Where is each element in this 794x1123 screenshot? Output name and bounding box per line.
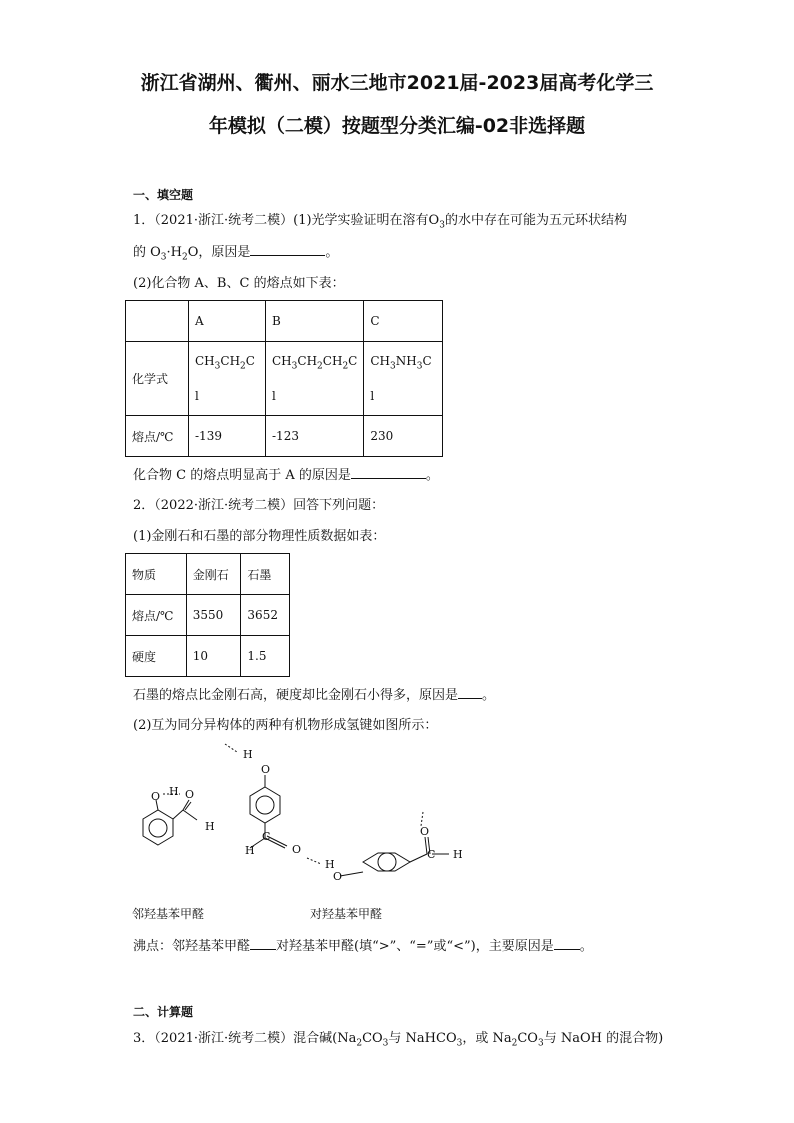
- formula-b: $CH_3CH_2CH_2C$ l: [266, 342, 364, 416]
- table-cell: 10: [186, 636, 241, 677]
- diamond-graphite-table: [125, 553, 290, 677]
- answer-blank[interactable]: [351, 466, 426, 479]
- question-2-boiling: 沸点：邻羟基苯甲醛 对羟基苯甲醛(填“>”、“=”或“<”)，主要原因是 。: [133, 939, 593, 954]
- question-2-intro: 2．（2022·浙江·统考二模）回答下列问题：: [133, 498, 385, 513]
- table-header: A: [189, 301, 266, 342]
- question-1-line-2: 的 $O_3\cdot H_2O$，原因是 。: [133, 245, 339, 263]
- formula-c: $CH_3NH_3C$ l: [364, 342, 443, 416]
- table-header: 石墨: [241, 554, 290, 595]
- caption-ortho: 邻羟基苯甲醛: [132, 907, 205, 921]
- svg-text:O: O: [333, 870, 343, 883]
- svg-text:H: H: [169, 785, 179, 798]
- question-2-part-2: (2)互为同分异构体的两种有机物形成氢键如图所示：: [133, 718, 438, 733]
- answer-blank[interactable]: [554, 937, 580, 950]
- svg-text:C: C: [427, 848, 436, 861]
- table-cell: [126, 301, 189, 342]
- question-2-after-table: 石墨的熔点比金刚石高，硬度却比金刚石小得多，原因是 。: [133, 688, 496, 703]
- document-title-line-2: 年模拟（二模）按题型分类汇编-02非选择题: [208, 115, 586, 137]
- question-2-part-1: (1)金刚石和石墨的部分物理性质数据如表：: [133, 529, 386, 544]
- document-title-line-1: 浙江省湖州、衢州、丽水三地市2021届-2023届高考化学三: [140, 72, 654, 94]
- atom-labels: [151, 748, 463, 883]
- table-header: C: [364, 301, 443, 342]
- svg-text:O: O: [420, 825, 430, 838]
- svg-text:O: O: [261, 763, 271, 776]
- answer-blank[interactable]: [250, 937, 276, 950]
- table-row-label: 熔点/℃: [126, 416, 189, 457]
- svg-text:H: H: [325, 858, 335, 871]
- table-row-label: 硬度: [126, 636, 187, 677]
- svg-text:H: H: [243, 748, 253, 761]
- svg-text:H: H: [205, 820, 215, 833]
- table-cell: -123: [266, 416, 364, 457]
- caption-para: 对羟基苯甲醛: [310, 907, 383, 921]
- table-header: 金刚石: [186, 554, 241, 595]
- svg-text:C: C: [262, 830, 271, 843]
- table-cell: 3550: [186, 595, 241, 636]
- table-row-label: 化学式: [126, 342, 189, 416]
- question-1-intro: 1．（2021·浙江·统考二模）(1)光学实验证明在溶有$O_3$的水中存在可能为五元环状结构: [133, 213, 627, 231]
- svg-text:O: O: [185, 788, 195, 801]
- table-cell: 230: [364, 416, 443, 457]
- svg-text:H: H: [453, 848, 463, 861]
- question-3-intro: 3．（2021·浙江·统考二模）混合碱($Na_2CO_3$与 NaHCO$_3$，或 $Na_2CO_3$与 NaOH 的混合物): [133, 1031, 664, 1049]
- formula-a: $CH_3CH_2C$ l: [189, 342, 266, 416]
- benzene-ring: [143, 810, 173, 845]
- table-cell: 3652: [241, 595, 290, 636]
- question-1-after-table: 化合物 C 的熔点明显高于 A 的原因是 。: [133, 468, 439, 483]
- section-heading-fill-in: 一、填空题: [133, 188, 194, 202]
- question-1-part-2: (2)化合物 A、B、C 的熔点如下表：: [133, 276, 345, 291]
- svg-text:O: O: [151, 790, 161, 803]
- melting-point-table-abc: [125, 300, 443, 457]
- table-row-label: 熔点/℃: [126, 595, 187, 636]
- table-header: B: [266, 301, 364, 342]
- answer-blank[interactable]: [458, 686, 482, 699]
- table-cell: -139: [189, 416, 266, 457]
- table-header: 物质: [126, 554, 187, 595]
- table-cell: 1.5: [241, 636, 290, 677]
- svg-text:H: H: [245, 844, 255, 857]
- section-heading-calculation: 二、计算题: [133, 1005, 194, 1019]
- answer-blank[interactable]: [250, 243, 325, 256]
- svg-text:O: O: [292, 843, 302, 856]
- hydrogen-bond-diagram: [125, 740, 485, 900]
